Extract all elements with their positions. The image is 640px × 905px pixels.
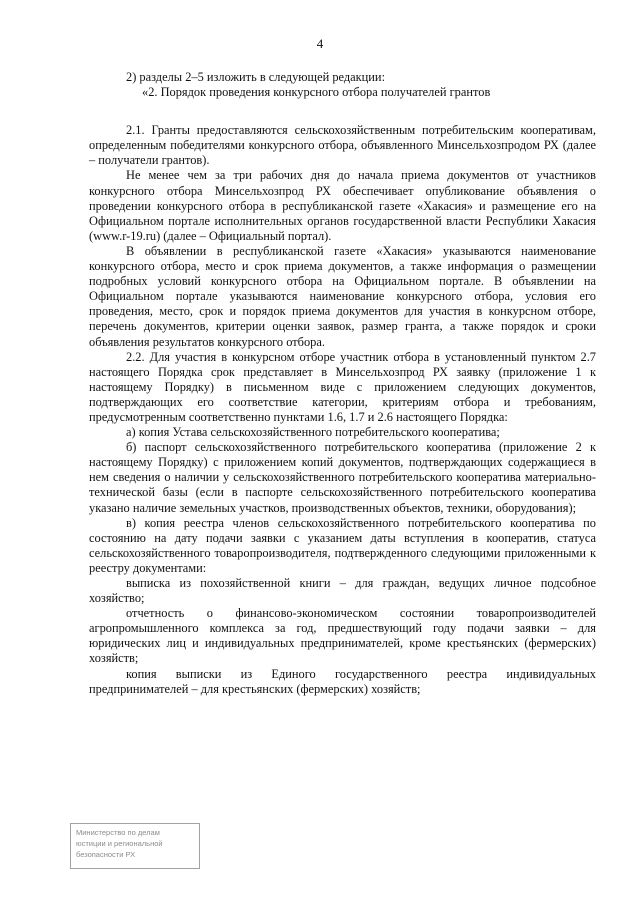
page-number: 4 [316,36,324,51]
paragraph-2-2: 2.2. Для участия в конкурсном отборе участник отбора в установленный пунктом 2.7 настоящего Порядка срок представляет в Минсельхозпрод РХ заявку (приложение 1 к настоящему Порядку) в письменном виде с приложением следующих документов, подтверждающих его соответствие категории, критериям отбора и требованиям, предусмотренным соответственно пунктами 1.6, 1.7 и 2.6 настоящего Порядка: [89,349,596,424]
paragraph-2-1: 2.1. Гранты предоставляются сельскохозяйственным потребительским кооперативам, определенным победителями конкурсного отбора, объявленного Минсельхозпродом РХ (далее – получатели грантов). [89,123,596,168]
stamp-line: безопасности РХ [76,850,136,859]
stamp-line: Министерство по делам [76,828,160,837]
list-item-a: а) копия Устава сельскохозяйственного потребительского кооператива; [126,425,500,440]
sub-item-egrip-extract: копия выписки из Единого государственного реестра индивидуальных предпринимателей – для крестьянских (фермерских) хозяйств; [89,666,596,696]
stamp-line: юстиции и региональной [76,839,163,848]
paragraph-announcement-content: В объявлении в республиканской газете «Хакасия» указываются наименование конкурсного отбора, место и срок приема документов, а также информация о размещении подробных условий конкурсного отбора на Официальном портале. В объявлении на Официальном портале указываются наименование конкурсного отбора, условия его проведения, место, срок и порядок приема документов для участия в конкурсном отборе, перечень документов, критерии оценки заявок, размер гранта, а также порядок и сроки объявления результатов конкурсного отбора. [89,243,596,349]
sub-item-household-book: выписка из похозяйственной книги – для граждан, ведущих личное подсобное хозяйство; [89,576,596,606]
list-item-b: б) паспорт сельскохозяйственного потребительского кооператива (приложение 2 к настоящему Порядку) с приложением копий документов, подтверждающих содержащиеся в нем сведения о наличии у сельскохозяйственного потребительского кооператива материально-технической базы (если в паспорте сельскохозяйственного потребительского кооператива указано наличие земельных участков, производственных объектов, техники, оборудования); [89,440,596,515]
amendment-intro: 2) разделы 2–5 изложить в следующей редакции: [126,70,386,84]
paragraph-announcement: Не менее чем за три рабочих дня до начала приема документов от участников конкурсного отбора Минсельхозпрод РХ обеспечивает опубликование объявления о проведении конкурсного отбора в республиканской газете «Хакасия» и размещение его на Официальном портале исполнительных органов государственной власти Республики Хакасия (www.r-19.ru) (далее – Официальный портал). [89,168,596,243]
list-item-v: в) копия реестра членов сельскохозяйственного потребительского кооператива по состоянию на дату подачи заявки с указанием даты вступления в кооператив, статуса сельскохозяйственного товаропроизводителя, подтвержденного следующими приложенными к реестру документами: [89,515,596,575]
sub-item-financial-report: отчетность о финансово-экономическом состоянии товаропроизводителей агропромышленного комплекса за год, предшествующий году подачи заявки – для юридических лиц и индивидуальных предпринимателей, кроме крестьянских (фермерских) хозяйств; [89,606,596,666]
registration-stamp [70,823,200,869]
section-heading: «2. Порядок проведения конкурсного отбора получателей грантов [142,85,491,100]
document-body [89,70,596,697]
